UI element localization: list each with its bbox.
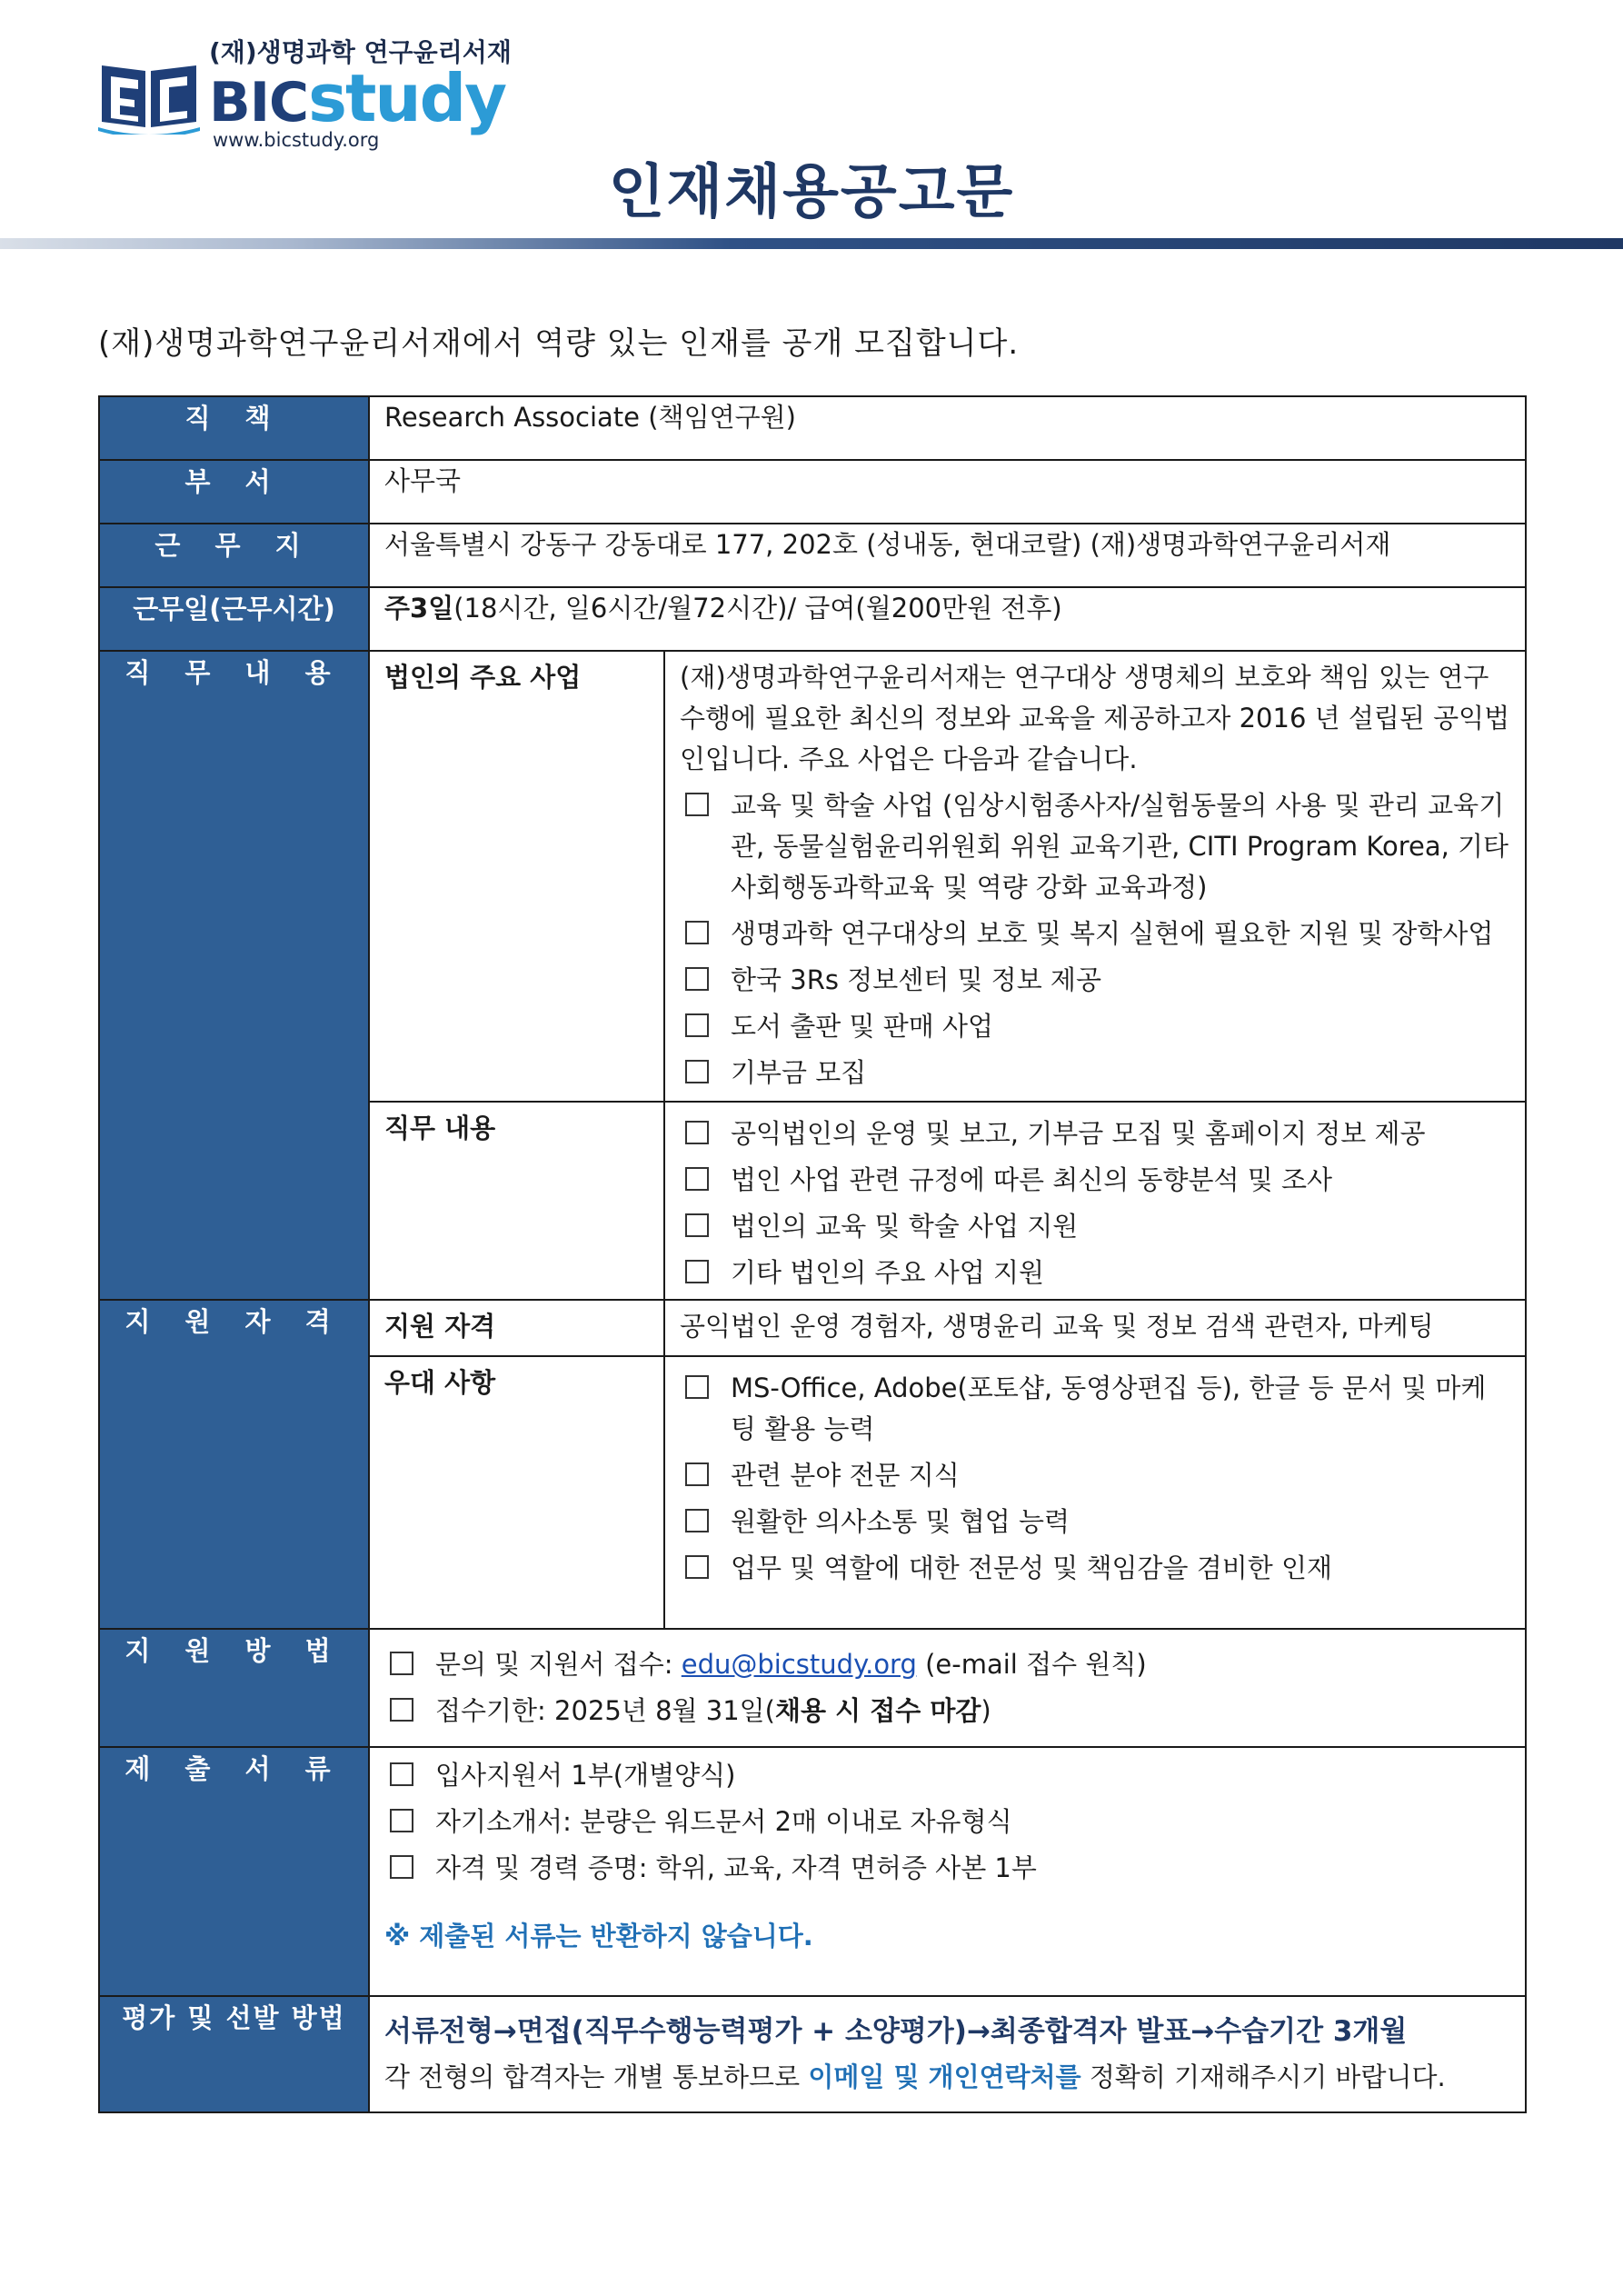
checkbox-icon xyxy=(685,1167,709,1191)
list-item xyxy=(680,1113,1510,1154)
list-item xyxy=(680,1368,1510,1450)
list-item-text: 관련 분야 전문 지식 xyxy=(731,1460,960,1491)
list-item xyxy=(680,1253,1510,1293)
business-label: 법인의 주요 사업 xyxy=(369,651,664,1102)
logo-org-name: (재)생명과학 연구윤리서재 xyxy=(209,37,512,67)
list-item xyxy=(680,1053,1510,1093)
list-item-text: 한국 3Rs 정보센터 및 정보 제공 xyxy=(731,964,1101,995)
checkbox-icon xyxy=(685,1375,709,1399)
list-item-text: 기부금 모집 xyxy=(731,1057,867,1088)
workdays-days: 주3일 xyxy=(384,593,454,624)
document-title: 인재채용공고문 xyxy=(608,159,1015,226)
selection-note-prefix: 각 전형의 합격자는 개별 통보하므로 xyxy=(384,2061,809,2092)
apply-contact-suffix: (e-mail 접수 원칙) xyxy=(916,1649,1147,1680)
checkbox-icon xyxy=(685,1013,709,1037)
checkbox-icon xyxy=(685,1213,709,1237)
logo-bic-text: BIC xyxy=(209,71,309,135)
row-business xyxy=(99,651,1526,1102)
selection-note-suffix: 정확히 기재해주시기 바랍니다. xyxy=(1080,2061,1446,2092)
selection-process: 서류전형→면접(직무수행능력평가 + 소양평가)→최종합격자 발표→수습기간 3개월 xyxy=(384,2015,1408,2048)
list-item xyxy=(680,1502,1510,1542)
documents-notice: ※ 제출된 서류는 반환하지 않습니다. xyxy=(384,1921,813,1952)
apply-content xyxy=(369,1629,1526,1747)
row-position xyxy=(99,396,1526,460)
checkbox-icon xyxy=(685,1509,709,1532)
position-label: 직 책 xyxy=(99,396,369,460)
list-item-text: 도서 출판 및 판매 사업 xyxy=(731,1011,993,1042)
list-item-text: MS-Office, Adobe(포토샵, 동영상편집 등), 한글 등 문서 및 마케팅 활용 능력 xyxy=(731,1373,1487,1444)
duties-label: 직 무 내 용 xyxy=(99,651,369,1300)
list-item-text: 법인 사업 관련 규정에 따른 최신의 동향분석 및 조사 xyxy=(731,1164,1333,1195)
list-item xyxy=(384,1644,1510,1685)
list-item-text: 생명과학 연구대상의 보호 및 복지 실현에 필요한 지원 및 장학사업 xyxy=(731,918,1494,949)
logo-wordmark xyxy=(209,60,506,136)
list-item xyxy=(680,1006,1510,1047)
tasks-label: 직무 내용 xyxy=(369,1102,664,1300)
deadline-suffix: ) xyxy=(981,1695,991,1726)
preferred-label: 우대 사항 xyxy=(369,1356,664,1629)
intro-sentence: (재)생명과학연구윤리서재에서 역량 있는 인재를 공개 모집합니다. xyxy=(98,325,1020,362)
checkbox-icon xyxy=(390,1652,413,1675)
checkbox-icon xyxy=(685,1260,709,1283)
workdays-label: 근무일(근무시간) xyxy=(99,587,369,651)
checkbox-icon xyxy=(685,1060,709,1083)
logo-study-text: study xyxy=(308,60,506,136)
row-selection xyxy=(99,1996,1526,2112)
deadline-prefix: 접수기한: 2025년 8월 31일( xyxy=(435,1695,775,1726)
checkbox-icon xyxy=(390,1698,413,1722)
documents-content xyxy=(369,1747,1526,1996)
list-item xyxy=(680,960,1510,1001)
apply-contact xyxy=(435,1644,1510,1685)
list-item xyxy=(680,785,1510,908)
list-item-text: 기타 법인의 주요 사업 지원 xyxy=(731,1257,1045,1288)
selection-note-highlight: 이메일 및 개인연락처를 xyxy=(808,2061,1081,2092)
location-value: 서울특별시 강동구 강동대로 177, 202호 (성내동, 현대코랄) (재)생명과학연구윤리서재 xyxy=(369,524,1526,587)
business-content xyxy=(664,651,1526,1102)
row-apply xyxy=(99,1629,1526,1747)
apply-label: 지 원 방 법 xyxy=(99,1629,369,1747)
checkbox-icon xyxy=(390,1762,413,1786)
business-intro: (재)생명과학연구윤리서재는 연구대상 생명체의 보호와 책임 있는 연구수행에 필요한 최신의 정보와 교육을 제공하고자 2016 년 설립된 공익법인입니다. 주요 사업은 다음과 같습니다. xyxy=(680,662,1510,774)
department-label: 부 서 xyxy=(99,460,369,524)
list-item xyxy=(680,1160,1510,1201)
preferred-content xyxy=(664,1356,1526,1629)
list-item-text: 원활한 의사소통 및 협업 능력 xyxy=(731,1506,1070,1537)
job-posting-table xyxy=(98,395,1527,2113)
checkbox-icon xyxy=(390,1809,413,1832)
checkbox-icon xyxy=(685,1121,709,1144)
checkbox-icon xyxy=(390,1855,413,1879)
checkbox-icon xyxy=(685,1462,709,1486)
row-location xyxy=(99,524,1526,587)
list-item-text: 입사지원서 1부(개별양식) xyxy=(435,1760,736,1791)
list-item xyxy=(680,1548,1510,1589)
selection-label: 평가 및 선발 방법 xyxy=(99,1996,369,2112)
required-label: 지원 자격 xyxy=(369,1300,664,1356)
list-item-text: 교육 및 학술 사업 (임상시험종사자/실험동물의 사용 및 관리 교육기관, 동물실험윤리위원회 위원 교육기관, CITI Program Korea, 기타 사회행동과학교육 및 역량 강화 교육과정) xyxy=(731,790,1509,903)
row-workdays xyxy=(99,587,1526,651)
apply-contact-prefix: 문의 및 지원서 접수: xyxy=(435,1649,682,1680)
logo-url: www.bicstudy.org xyxy=(213,129,380,151)
department-value: 사무국 xyxy=(369,460,1526,524)
checkbox-icon xyxy=(685,1555,709,1579)
checkbox-icon xyxy=(685,967,709,991)
list-item xyxy=(680,1206,1510,1247)
list-item xyxy=(384,1802,1510,1842)
bicstudy-logo xyxy=(98,27,512,155)
list-item-text: 자격 및 경력 증명: 학위, 교육, 자격 면허증 사본 1부 xyxy=(435,1852,1037,1883)
list-item xyxy=(384,1848,1510,1889)
row-department xyxy=(99,460,1526,524)
location-label: 근 무 지 xyxy=(99,524,369,587)
apply-deadline xyxy=(435,1691,1510,1732)
documents-label: 제 출 서 류 xyxy=(99,1747,369,1996)
list-item-text: 공익법인의 운영 및 보고, 기부금 모집 및 홈페이지 정보 제공 xyxy=(731,1118,1426,1149)
list-item xyxy=(384,1691,1510,1732)
title-underline-bar xyxy=(0,238,1623,249)
qualifications-label: 지 원 자 격 xyxy=(99,1300,369,1629)
list-item xyxy=(680,913,1510,954)
required-value: 공익법인 운영 경험자, 생명윤리 교육 및 정보 검색 관련자, 마케팅 xyxy=(664,1300,1526,1356)
list-item-text: 법인의 교육 및 학술 사업 지원 xyxy=(731,1211,1079,1242)
deadline-bold: 채용 시 접수 마감 xyxy=(775,1695,981,1726)
row-documents xyxy=(99,1747,1526,1996)
list-item-text: 자기소개서: 분량은 워드문서 2매 이내로 자유형식 xyxy=(435,1806,1012,1837)
position-value: Research Associate (책임연구원) xyxy=(369,396,1526,460)
workdays-value xyxy=(369,587,1526,651)
row-required xyxy=(99,1300,1526,1356)
list-item xyxy=(680,1455,1510,1496)
checkbox-icon xyxy=(685,793,709,816)
email-link[interactable]: edu@bicstudy.org xyxy=(681,1649,917,1680)
list-item-text: 업무 및 역할에 대한 전문성 및 책임감을 겸비한 인재 xyxy=(731,1552,1333,1583)
tasks-content xyxy=(664,1102,1526,1300)
book-logo-icon xyxy=(98,58,203,135)
workdays-detail: (18시간, 일6시간/월72시간)/ 급여(월200만원 전후) xyxy=(453,593,1062,624)
selection-content xyxy=(369,1996,1526,2112)
selection-note xyxy=(384,2054,1510,2100)
checkbox-icon xyxy=(685,921,709,944)
list-item xyxy=(384,1755,1510,1796)
